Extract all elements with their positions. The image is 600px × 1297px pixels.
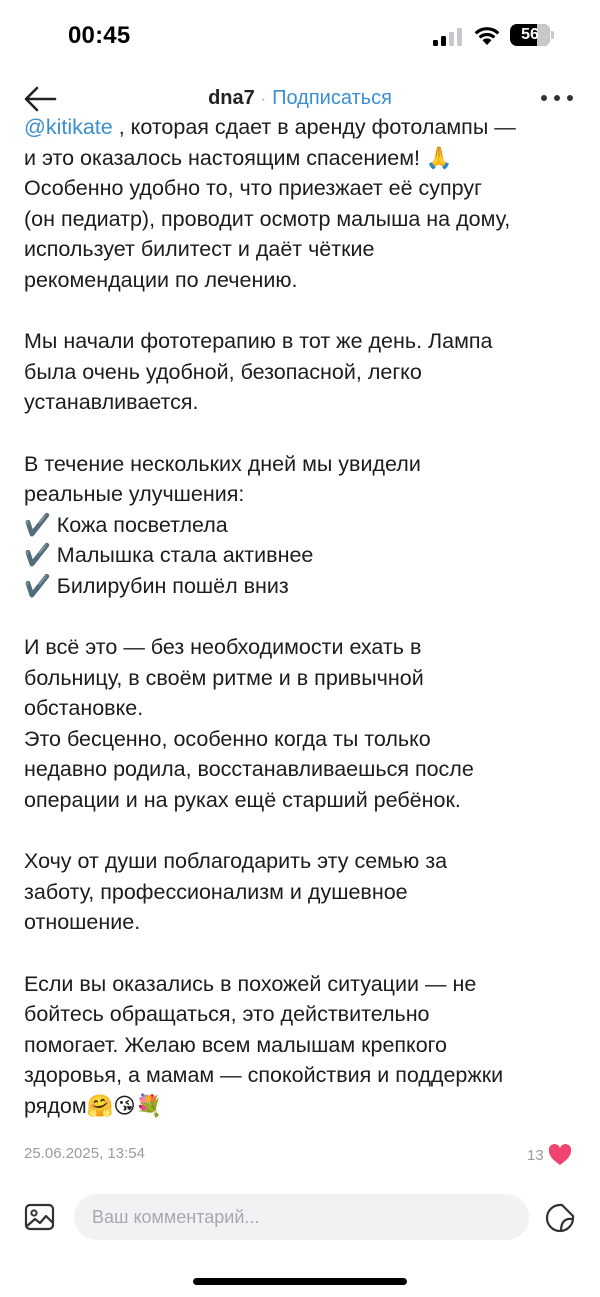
checklist-item: ✔️ Билирубин пошёл вниз	[24, 573, 289, 598]
battery-cap	[551, 31, 554, 39]
post-line: Это бесценно, особенно когда ты только	[24, 726, 431, 751]
subscribe-button[interactable]: Подписаться	[272, 87, 392, 109]
post-line: была очень удобной, безопасной, легко	[24, 359, 422, 384]
post-line: , которая сдает в аренду фотолампы —	[118, 115, 516, 139]
post-paragraph	[24, 846, 584, 938]
battery-indicator	[510, 24, 554, 46]
likes-count: 13	[527, 1146, 544, 1164]
post-paragraph	[24, 632, 584, 816]
post-paragraph	[24, 449, 584, 602]
post-line: больницу, в своём ритме и в привычной	[24, 665, 424, 690]
checklist-item: ✔️ Кожа посветлела	[24, 512, 228, 537]
post-timestamp: 25.06.2025, 13:54	[24, 1145, 145, 1162]
checklist-item: ✔️ Малышка стала активнее	[24, 543, 314, 568]
post-line: операции и на руках ещё старший ребёнок.	[24, 788, 461, 813]
battery-percent: 56	[521, 26, 539, 43]
post-line: (он педиатр), проводит осмотр малыша на дому,	[24, 206, 511, 231]
post-line: недавно родила, восстанавливаешься после	[24, 757, 474, 782]
wifi-icon	[473, 24, 501, 46]
post-line: отношение.	[24, 910, 141, 935]
post-line: использует билитест и даёт чёткие	[24, 237, 375, 262]
status-bar	[0, 0, 600, 74]
home-indicator[interactable]	[193, 1278, 407, 1285]
post-line: заботу, профессионализм и душевное	[24, 879, 408, 904]
status-time: 00:45	[68, 22, 131, 49]
post-line: Если вы оказались в похожей ситуации — не	[24, 971, 477, 996]
post-line: обстановке.	[24, 696, 144, 721]
post-line: и это оказалось настоящим спасением! 🙏	[24, 145, 453, 170]
post-line: Хочу от души поблагодарить эту семью за	[24, 849, 448, 874]
post-line: здоровья, а мамам — спокойствия и поддержки	[24, 1063, 504, 1088]
post-line: В течение нескольких дней мы увидели	[24, 451, 421, 476]
post-line: Мы начали фототерапию в тот же день. Лампа	[24, 329, 493, 354]
comment-bar	[0, 1192, 600, 1242]
post-line: реальные улучшения:	[24, 482, 245, 507]
like-button[interactable]	[527, 1143, 572, 1167]
sticker-icon[interactable]	[543, 1202, 577, 1234]
post-paragraph	[24, 112, 584, 296]
cellular-signal-icon	[433, 28, 465, 46]
post-line: рекомендации по лечению.	[24, 267, 298, 292]
more-dots-icon[interactable]	[541, 94, 575, 104]
post-line: бойтесь обращаться, это действительно	[24, 1002, 430, 1027]
post-line: Особенно удобно то, что приезжает её супруг	[24, 176, 482, 201]
post-line: устанавливается.	[24, 390, 199, 415]
post-author-username[interactable]: dna7	[208, 87, 255, 109]
nav-title	[0, 84, 600, 114]
user-mention-link[interactable]: @kitikate	[24, 115, 113, 139]
comment-input[interactable]	[74, 1194, 529, 1240]
post-paragraph	[24, 326, 584, 418]
heart-icon[interactable]	[548, 1144, 572, 1166]
image-icon[interactable]	[24, 1202, 56, 1232]
post-paragraph	[24, 969, 584, 1122]
post-line: И всё это — без необходимости ехать в	[24, 635, 422, 660]
post-body	[24, 112, 584, 1122]
post-line: помогает. Желаю всем малышам крепкого	[24, 1032, 447, 1057]
post-line: рядом🤗😘💐	[24, 1094, 163, 1118]
nav-separator: ·	[260, 91, 267, 108]
